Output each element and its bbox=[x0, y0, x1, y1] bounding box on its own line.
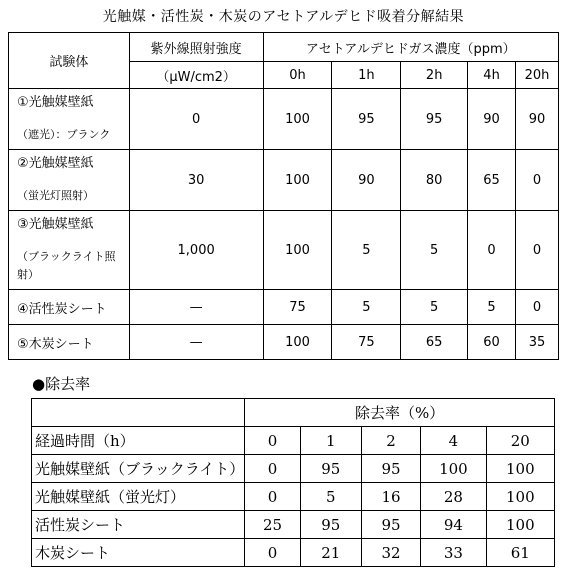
concentration-value: 100 bbox=[263, 211, 332, 290]
rate-value: 28 bbox=[421, 483, 486, 511]
acetaldehyde-results-table bbox=[8, 32, 559, 360]
concentration-value: 35 bbox=[516, 325, 559, 360]
table-row bbox=[32, 483, 555, 511]
header-uv-intensity: 紫外線照射強度 bbox=[129, 33, 263, 62]
concentration-value: 100 bbox=[263, 150, 332, 211]
concentration-value: 95 bbox=[332, 89, 401, 150]
uv-value: 30 bbox=[129, 150, 263, 211]
header-time: 0h bbox=[263, 62, 332, 89]
rate-value: 16 bbox=[361, 483, 420, 511]
rate-value: 21 bbox=[300, 539, 361, 567]
sample-cell bbox=[9, 89, 130, 150]
concentration-value: 0 bbox=[516, 150, 559, 211]
table-row bbox=[9, 290, 559, 325]
sample-cell bbox=[9, 211, 130, 290]
row-label: 木炭シート bbox=[32, 539, 245, 567]
rate-value: 0 bbox=[245, 539, 300, 567]
table-row bbox=[9, 211, 559, 290]
row-label: 活性炭シート bbox=[32, 511, 245, 539]
removal-rate-table bbox=[31, 398, 555, 567]
concentration-value: 5 bbox=[401, 290, 468, 325]
rate-value: 95 bbox=[361, 511, 420, 539]
header-removal-rate: 除去率（%） bbox=[245, 399, 555, 427]
rate-value: 33 bbox=[421, 539, 486, 567]
rate-value: 100 bbox=[486, 455, 554, 483]
rate-value: 0 bbox=[245, 483, 300, 511]
time-value: 20 bbox=[486, 427, 554, 455]
table-row bbox=[9, 89, 559, 150]
concentration-value: 75 bbox=[263, 290, 332, 325]
table-row bbox=[32, 511, 555, 539]
table-row bbox=[32, 455, 555, 483]
header-uv-unit: （μW/cm2） bbox=[129, 62, 263, 89]
rate-value: 25 bbox=[245, 511, 300, 539]
table-row bbox=[9, 325, 559, 360]
sample-condition: （蛍光灯照射） bbox=[17, 189, 94, 202]
section-title-removal-rate: ●除去率 bbox=[32, 375, 91, 393]
concentration-value: 5 bbox=[401, 211, 468, 290]
sample-name: ③光触媒壁紙 bbox=[17, 217, 94, 232]
time-value: 0 bbox=[245, 427, 300, 455]
concentration-value: 75 bbox=[332, 325, 401, 360]
rate-value: 94 bbox=[421, 511, 486, 539]
concentration-value: 95 bbox=[401, 89, 468, 150]
concentration-value: 80 bbox=[401, 150, 468, 211]
sample-condition: （遮光）：ブランク bbox=[17, 128, 111, 141]
time-label: 経過時間（h） bbox=[32, 427, 245, 455]
rate-value: 61 bbox=[486, 539, 554, 567]
rate-value: 5 bbox=[300, 483, 361, 511]
uv-value: — bbox=[129, 290, 263, 325]
sample-condition: （ブラックライト照射） bbox=[17, 250, 116, 281]
uv-value: 0 bbox=[129, 89, 263, 150]
concentration-value: 65 bbox=[401, 325, 468, 360]
row-label: 光触媒壁紙（蛍光灯） bbox=[32, 483, 245, 511]
sample-name: ②光触媒壁紙 bbox=[17, 156, 94, 171]
sample-cell bbox=[9, 150, 130, 211]
uv-value: 1,000 bbox=[129, 211, 263, 290]
sample-name: ⑤木炭シート bbox=[9, 325, 130, 360]
concentration-value: 0 bbox=[516, 290, 559, 325]
rate-value: 100 bbox=[486, 483, 554, 511]
concentration-value: 5 bbox=[468, 290, 516, 325]
concentration-value: 90 bbox=[468, 89, 516, 150]
rate-value: 0 bbox=[245, 455, 300, 483]
concentration-value: 90 bbox=[332, 150, 401, 211]
time-value: 1 bbox=[300, 427, 361, 455]
concentration-value: 60 bbox=[468, 325, 516, 360]
concentration-value: 100 bbox=[263, 89, 332, 150]
concentration-value: 5 bbox=[332, 211, 401, 290]
concentration-value: 65 bbox=[468, 150, 516, 211]
rate-value: 95 bbox=[300, 455, 361, 483]
header-row bbox=[32, 399, 555, 427]
page-title: 光触媒・活性炭・木炭のアセトアルデヒド吸着分解結果 bbox=[102, 9, 465, 25]
table-row bbox=[9, 150, 559, 211]
corner-cell bbox=[32, 399, 245, 427]
header-row bbox=[9, 33, 559, 62]
rate-value: 95 bbox=[300, 511, 361, 539]
header-time: 4h bbox=[468, 62, 516, 89]
rate-value: 32 bbox=[361, 539, 420, 567]
concentration-value: 90 bbox=[516, 89, 559, 150]
time-value: 2 bbox=[361, 427, 420, 455]
concentration-value: 0 bbox=[468, 211, 516, 290]
concentration-value: 100 bbox=[263, 325, 332, 360]
time-value: 4 bbox=[421, 427, 486, 455]
sample-name: ④活性炭シート bbox=[9, 290, 130, 325]
rate-value: 95 bbox=[361, 455, 420, 483]
header-time: 20h bbox=[516, 62, 559, 89]
concentration-value: 5 bbox=[332, 290, 401, 325]
header-time: 2h bbox=[401, 62, 468, 89]
header-time: 1h bbox=[332, 62, 401, 89]
rate-value: 100 bbox=[421, 455, 486, 483]
rate-value: 100 bbox=[486, 511, 554, 539]
header-sample: 試験体 bbox=[9, 33, 130, 89]
row-label: 光触媒壁紙（ブラックライト） bbox=[32, 455, 245, 483]
header-gas-concentration: アセトアルデヒドガス濃度（ppm） bbox=[263, 33, 558, 62]
sample-name: ①光触媒壁紙 bbox=[17, 95, 94, 110]
uv-value: — bbox=[129, 325, 263, 360]
table-row bbox=[32, 539, 555, 567]
time-row bbox=[32, 427, 555, 455]
concentration-value: 0 bbox=[516, 211, 559, 290]
